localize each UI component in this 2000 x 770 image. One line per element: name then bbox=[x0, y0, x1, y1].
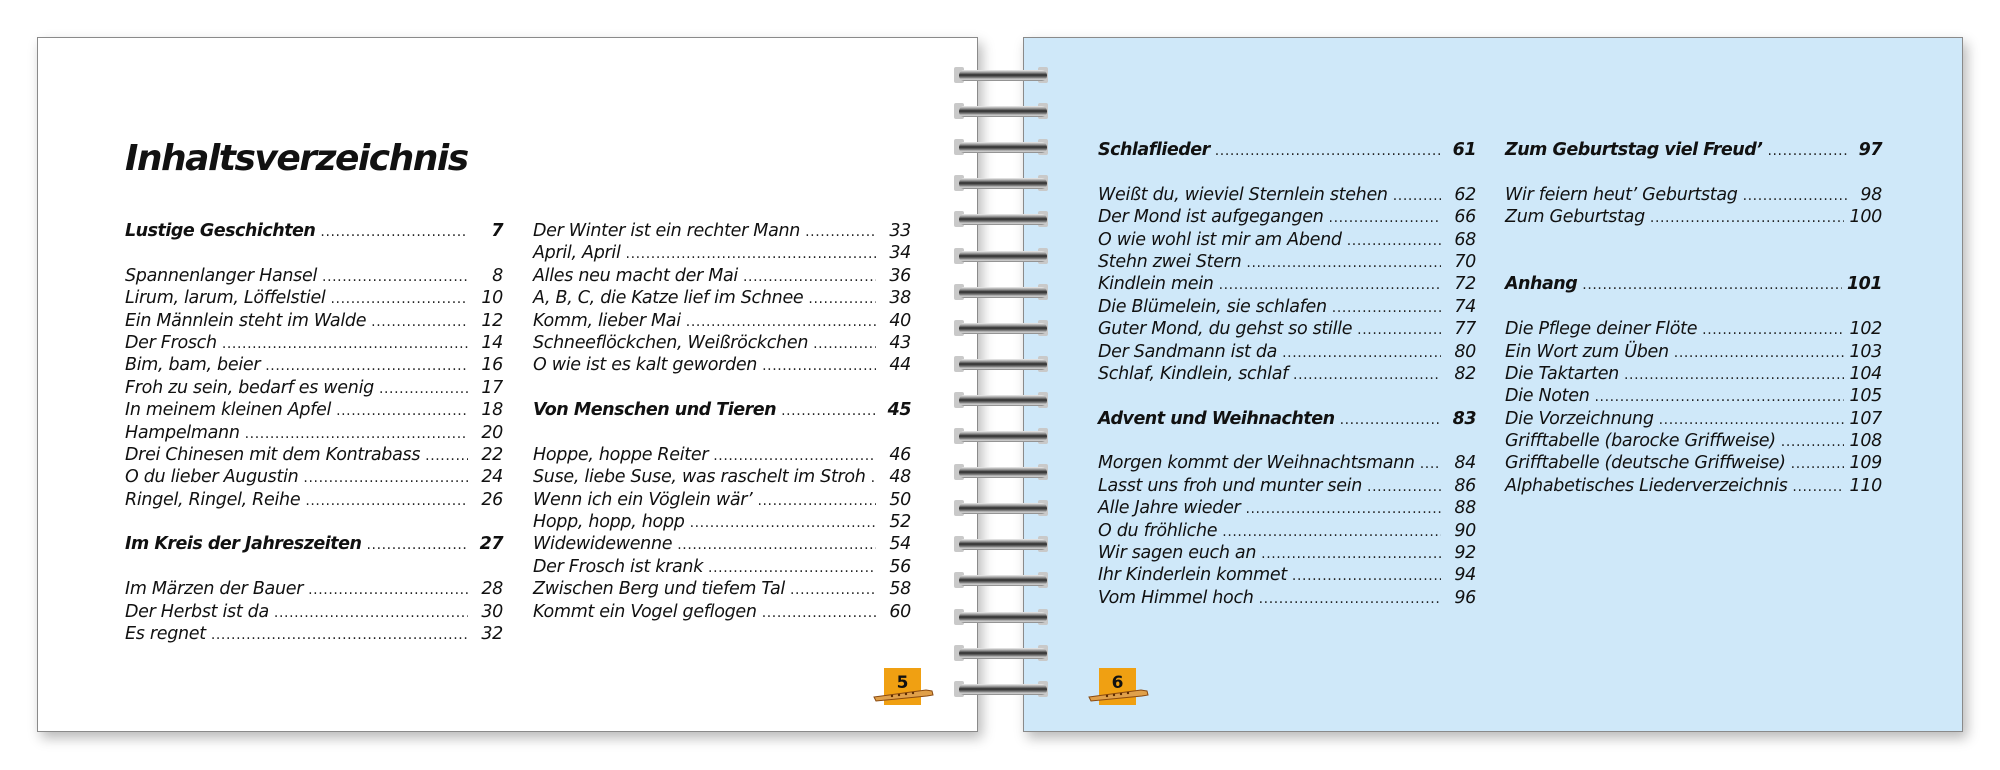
toc-gap bbox=[1505, 252, 1882, 274]
toc-leader-dots bbox=[1245, 501, 1441, 517]
toc-leader-dots bbox=[808, 291, 876, 307]
toc-leader-dots bbox=[762, 358, 876, 374]
toc-entry-page: 70 bbox=[1454, 251, 1476, 272]
toc-entry-page: 77 bbox=[1454, 319, 1476, 340]
toc-entry-page: 45 bbox=[887, 400, 911, 421]
toc-entry[interactable] bbox=[1098, 498, 1476, 520]
toc-entry[interactable] bbox=[1098, 252, 1476, 274]
toc-entry[interactable] bbox=[533, 266, 911, 288]
toc-entry-title: O wie wohl ist mir am Abend bbox=[1098, 229, 1342, 250]
toc-entry[interactable] bbox=[1098, 521, 1476, 543]
toc-entry[interactable] bbox=[125, 467, 503, 489]
spiral-coil bbox=[954, 500, 1054, 518]
spiral-coil bbox=[954, 681, 1054, 699]
toc-entry-page: 56 bbox=[889, 556, 911, 577]
toc-leader-dots bbox=[331, 291, 469, 307]
toc-entry[interactable] bbox=[1505, 364, 1882, 386]
toc-entry-page: 83 bbox=[1452, 408, 1476, 429]
toc-entry-title: Kommt ein Vogel geflogen bbox=[533, 601, 757, 622]
toc-entry-title: A, B, C, die Katze lief im Schnee bbox=[533, 288, 804, 309]
toc-entry-page: 16 bbox=[481, 355, 503, 376]
toc-entry-page: 50 bbox=[889, 489, 911, 510]
toc-entry[interactable] bbox=[533, 512, 911, 534]
toc-entry[interactable] bbox=[533, 602, 911, 624]
toc-entry-title: O wie ist es kalt geworden bbox=[533, 355, 758, 376]
toc-entry-title: Die Noten bbox=[1505, 386, 1590, 407]
toc-leader-dots bbox=[1293, 367, 1441, 383]
toc-entry-page: 58 bbox=[889, 579, 911, 600]
toc-entry-page: 105 bbox=[1849, 386, 1882, 407]
toc-entry[interactable] bbox=[125, 423, 503, 445]
toc-leader-dots bbox=[1781, 434, 1845, 450]
toc-entry[interactable] bbox=[533, 311, 911, 333]
toc-entry-page: 94 bbox=[1454, 565, 1476, 586]
toc-entry-page: 109 bbox=[1849, 453, 1882, 474]
toc-leader-dots bbox=[1261, 546, 1441, 562]
toc-entry[interactable] bbox=[1505, 319, 1882, 341]
toc-entry-title: Wir sagen euch an bbox=[1098, 543, 1257, 564]
toc-leader-dots bbox=[1215, 143, 1441, 159]
toc-entry-page: 104 bbox=[1849, 363, 1882, 384]
spiral-coil bbox=[954, 356, 1054, 374]
toc-leader-dots bbox=[1347, 233, 1441, 249]
toc-section-heading[interactable] bbox=[533, 400, 911, 422]
toc-entry-title: Komm, lieber Mai bbox=[533, 310, 681, 331]
toc-entry-page: 30 bbox=[481, 601, 503, 622]
toc-leader-dots bbox=[1222, 524, 1441, 540]
toc-entry-page: 97 bbox=[1858, 140, 1882, 160]
toc-entry-page: 62 bbox=[1454, 184, 1476, 205]
toc-entry-title: Der Frosch bbox=[125, 332, 217, 353]
toc-leader-dots bbox=[1329, 210, 1441, 226]
spiral-binding bbox=[954, 67, 1054, 707]
toc-column-right-1 bbox=[1098, 140, 1476, 610]
toc-entry-page: 24 bbox=[481, 467, 503, 488]
toc-entry-title: Alphabetisches Liederverzeichnis bbox=[1505, 475, 1788, 496]
toc-entry-page: 36 bbox=[889, 265, 911, 286]
toc-leader-dots bbox=[265, 358, 468, 374]
toc-entry[interactable] bbox=[533, 557, 911, 579]
toc-leader-dots bbox=[713, 448, 876, 464]
toc-entry-title: Ringel, Ringel, Reihe bbox=[125, 489, 301, 510]
toc-entry-page: 68 bbox=[1454, 229, 1476, 250]
toc-entry-title: Wenn ich ein Vöglein wär’ bbox=[533, 489, 753, 510]
toc-entry-title: In meinem kleinen Apfel bbox=[125, 400, 332, 421]
toc-leader-dots bbox=[871, 470, 876, 486]
toc-leader-dots bbox=[336, 403, 468, 419]
toc-leader-dots bbox=[211, 627, 468, 643]
toc-entry-title: Der Frosch ist krank bbox=[533, 556, 704, 577]
toc-entry-page: 48 bbox=[889, 467, 911, 488]
toc-gap bbox=[1505, 230, 1882, 252]
toc-entry-page: 7 bbox=[491, 221, 503, 241]
toc-entry[interactable] bbox=[125, 624, 503, 646]
toc-entry-page: 38 bbox=[889, 288, 911, 309]
toc-entry[interactable] bbox=[1505, 431, 1882, 453]
toc-gap bbox=[533, 378, 911, 400]
toc-section-heading[interactable] bbox=[125, 534, 503, 556]
spiral-coil bbox=[954, 175, 1054, 193]
toc-entry[interactable] bbox=[125, 400, 503, 422]
toc-entry-page: 8 bbox=[492, 265, 503, 286]
spiral-coil bbox=[954, 609, 1054, 627]
page-number: 5 bbox=[896, 673, 909, 693]
toc-entry[interactable] bbox=[125, 445, 503, 467]
toc-entry-title: Zwischen Berg und tiefem Tal bbox=[533, 579, 785, 600]
toc-entry-page: 84 bbox=[1454, 453, 1476, 474]
toc-leader-dots bbox=[1624, 367, 1845, 383]
spiral-coil bbox=[954, 139, 1054, 157]
toc-entry[interactable] bbox=[125, 288, 503, 310]
toc-leader-dots bbox=[1767, 143, 1847, 159]
toc-entry-page: 33 bbox=[889, 221, 911, 241]
toc-entry-page: 14 bbox=[481, 332, 503, 353]
toc-entry-page: 92 bbox=[1454, 543, 1476, 564]
spiral-coil bbox=[954, 284, 1054, 302]
toc-entry-title: Weißt du, wieviel Sternlein stehen bbox=[1098, 184, 1388, 205]
toc-entry-title: Der Winter ist ein rechter Mann bbox=[533, 221, 801, 241]
toc-entry[interactable] bbox=[533, 333, 911, 355]
toc-section-heading[interactable] bbox=[1098, 409, 1476, 431]
toc-entry[interactable] bbox=[125, 579, 503, 601]
toc-entry-title: Schlaf, Kindlein, schlaf bbox=[1098, 363, 1289, 384]
toc-leader-dots bbox=[677, 537, 876, 553]
spiral-coil bbox=[954, 320, 1054, 338]
toc-entry-title: Suse, liebe Suse, was raschelt im Stroh bbox=[533, 467, 866, 488]
toc-column-left-1 bbox=[125, 221, 503, 646]
toc-entry-page: 90 bbox=[1454, 520, 1476, 541]
toc-entry-page: 44 bbox=[889, 355, 911, 376]
toc-entry-title: Lasst uns froh und munter sein bbox=[1098, 475, 1363, 496]
toc-entry-page: 20 bbox=[481, 422, 503, 443]
toc-entry[interactable] bbox=[1505, 409, 1882, 431]
toc-entry-title: Schlaflieder bbox=[1098, 140, 1210, 160]
toc-leader-dots bbox=[245, 426, 468, 442]
toc-entry-title: Anhang bbox=[1505, 274, 1578, 295]
spiral-coil bbox=[954, 392, 1054, 410]
toc-gap bbox=[125, 243, 503, 265]
toc-entry-title: Hoppe, hoppe Reiter bbox=[533, 444, 709, 465]
toc-gap bbox=[1505, 297, 1882, 319]
toc-entry-title: Ein Wort zum Üben bbox=[1505, 341, 1669, 362]
toc-leader-dots bbox=[1420, 456, 1441, 472]
toc-entry-title: Im Kreis der Jahreszeiten bbox=[125, 534, 362, 555]
toc-leader-dots bbox=[790, 582, 876, 598]
toc-entry-page: 80 bbox=[1454, 341, 1476, 362]
toc-gap bbox=[1098, 162, 1476, 184]
toc-leader-dots bbox=[1594, 389, 1844, 405]
toc-leader-dots bbox=[690, 515, 876, 531]
toc-entry-title: O du fröhliche bbox=[1098, 520, 1218, 541]
toc-entry-title: April, April bbox=[533, 243, 621, 264]
toc-entry-title: Von Menschen und Tieren bbox=[533, 400, 777, 421]
toc-entry-page: 52 bbox=[889, 512, 911, 533]
spiral-coil bbox=[954, 103, 1054, 121]
toc-leader-dots bbox=[366, 537, 468, 553]
toc-entry[interactable] bbox=[1098, 476, 1476, 498]
toc-leader-dots bbox=[1259, 591, 1441, 607]
toc-leader-dots bbox=[1659, 412, 1845, 428]
toc-entry-page: 98 bbox=[1860, 184, 1882, 205]
toc-entry-page: 46 bbox=[889, 444, 911, 465]
toc-entry[interactable] bbox=[125, 490, 503, 512]
spiral-coil bbox=[954, 536, 1054, 554]
toc-entry-title: Hopp, hopp, hopp bbox=[533, 512, 685, 533]
toc-entry[interactable] bbox=[1098, 364, 1476, 386]
toc-entry[interactable] bbox=[1505, 185, 1882, 207]
toc-entry[interactable] bbox=[125, 266, 503, 288]
toc-leader-dots bbox=[757, 493, 876, 509]
toc-entry-title: Ein Männlein steht im Walde bbox=[125, 310, 367, 331]
toc-entry[interactable] bbox=[1098, 297, 1476, 319]
toc-entry-title: Froh zu sein, bedarf es wenig bbox=[125, 377, 374, 398]
toc-entry-page: 27 bbox=[479, 534, 503, 555]
spiral-coil bbox=[954, 67, 1054, 85]
spiral-coil bbox=[954, 572, 1054, 590]
toc-leader-dots bbox=[322, 269, 468, 285]
toc-entry-title: Alles neu macht der Mai bbox=[533, 265, 738, 286]
toc-entry[interactable] bbox=[1098, 274, 1476, 296]
toc-entry-page: 72 bbox=[1454, 274, 1476, 295]
toc-entry-title: Hampelmann bbox=[125, 422, 240, 443]
toc-section-heading[interactable] bbox=[1505, 140, 1882, 162]
page-title: Inhaltsverzeichnis bbox=[125, 138, 468, 179]
toc-leader-dots bbox=[425, 448, 468, 464]
toc-leader-dots bbox=[1219, 277, 1441, 293]
toc-entry-title: Die Pflege deiner Flöte bbox=[1505, 319, 1698, 340]
toc-section-heading[interactable] bbox=[1505, 274, 1882, 296]
toc-entry-title: Die Blümelein, sie schlafen bbox=[1098, 296, 1327, 317]
toc-entry-title: Drei Chinesen mit dem Kontrabass bbox=[125, 444, 421, 465]
page-number: 6 bbox=[1111, 673, 1124, 693]
toc-leader-dots bbox=[1582, 277, 1842, 293]
toc-entry-title: Lirum, larum, Löffelstiel bbox=[125, 288, 326, 309]
toc-entry[interactable] bbox=[533, 355, 911, 377]
toc-entry-title: Die Taktarten bbox=[1505, 363, 1619, 384]
toc-entry-title: Zum Geburtstag viel Freud’ bbox=[1505, 140, 1763, 160]
toc-entry[interactable] bbox=[1505, 386, 1882, 408]
toc-entry[interactable] bbox=[125, 602, 503, 624]
toc-entry-title: Kindlein mein bbox=[1098, 274, 1214, 295]
toc-entry-title: Stehn zwei Stern bbox=[1098, 251, 1242, 272]
toc-entry[interactable] bbox=[1505, 342, 1882, 364]
toc-entry-title: Alle Jahre wieder bbox=[1098, 498, 1241, 519]
toc-leader-dots bbox=[1702, 322, 1844, 338]
toc-leader-dots bbox=[1792, 479, 1844, 495]
toc-gap bbox=[533, 423, 911, 445]
toc-entry[interactable] bbox=[1098, 185, 1476, 207]
toc-section-heading[interactable] bbox=[125, 221, 503, 243]
toc-entry-title: Grifftabelle (deutsche Griffweise) bbox=[1505, 453, 1786, 474]
toc-entry-title: Die Vorzeichnung bbox=[1505, 408, 1654, 429]
toc-entry-page: 32 bbox=[481, 624, 503, 645]
toc-entry-page: 110 bbox=[1849, 475, 1882, 496]
toc-entry-page: 82 bbox=[1454, 363, 1476, 384]
recorder-flute-icon bbox=[872, 687, 936, 703]
spiral-coil bbox=[954, 428, 1054, 446]
toc-entry[interactable] bbox=[1098, 319, 1476, 341]
toc-entry-page: 10 bbox=[481, 288, 503, 309]
toc-entry[interactable] bbox=[533, 490, 911, 512]
toc-entry-page: 22 bbox=[481, 444, 503, 465]
toc-entry-title: Im Märzen der Bauer bbox=[125, 579, 304, 600]
toc-entry-page: 101 bbox=[1846, 274, 1882, 295]
toc-entry-page: 102 bbox=[1849, 319, 1882, 340]
toc-entry[interactable] bbox=[533, 579, 911, 601]
toc-entry-page: 43 bbox=[889, 332, 911, 353]
toc-entry-page: 18 bbox=[481, 400, 503, 421]
toc-entry-title: Widewidewenne bbox=[533, 534, 673, 555]
toc-entry-title: Der Sandmann ist da bbox=[1098, 341, 1278, 362]
toc-leader-dots bbox=[813, 336, 876, 352]
toc-leader-dots bbox=[379, 381, 468, 397]
toc-entry-title: Es regnet bbox=[125, 624, 206, 645]
toc-entry-page: 108 bbox=[1849, 431, 1882, 452]
toc-entry[interactable] bbox=[533, 445, 911, 467]
toc-entry[interactable] bbox=[1505, 207, 1882, 229]
toc-entry[interactable] bbox=[125, 311, 503, 333]
toc-entry-title: Zum Geburtstag bbox=[1505, 207, 1645, 228]
toc-leader-dots bbox=[303, 470, 468, 486]
toc-leader-dots bbox=[1367, 479, 1441, 495]
toc-entry[interactable] bbox=[1098, 207, 1476, 229]
toc-leader-dots bbox=[1791, 456, 1845, 472]
toc-entry[interactable] bbox=[1098, 565, 1476, 587]
toc-entry-title: Wir feiern heut’ Geburtstag bbox=[1505, 184, 1738, 205]
toc-entry-page: 74 bbox=[1454, 296, 1476, 317]
toc-entry[interactable] bbox=[1098, 453, 1476, 475]
toc-gap bbox=[1098, 431, 1476, 453]
toc-entry-page: 66 bbox=[1454, 207, 1476, 228]
toc-entry[interactable] bbox=[1505, 476, 1882, 498]
toc-entry[interactable] bbox=[1098, 543, 1476, 565]
toc-entry-page: 103 bbox=[1849, 341, 1882, 362]
toc-leader-dots bbox=[1292, 568, 1441, 584]
toc-entry-page: 88 bbox=[1454, 498, 1476, 519]
toc-gap bbox=[125, 512, 503, 534]
toc-entry-title: Vom Himmel hoch bbox=[1098, 587, 1254, 608]
toc-entry-title: Morgen kommt der Weihnachtsmann bbox=[1098, 453, 1415, 474]
spiral-coil bbox=[954, 248, 1054, 266]
toc-leader-dots bbox=[1743, 188, 1847, 204]
toc-entry-title: Schneeflöckchen, Weißröckchen bbox=[533, 332, 809, 353]
toc-entry[interactable] bbox=[533, 288, 911, 310]
toc-entry-page: 96 bbox=[1454, 587, 1476, 608]
toc-gap bbox=[125, 557, 503, 579]
toc-entry[interactable] bbox=[533, 534, 911, 556]
toc-entry-title: O du lieber Augustin bbox=[125, 467, 299, 488]
toc-entry-page: 107 bbox=[1849, 408, 1882, 429]
toc-entry-title: Spannenlanger Hansel bbox=[125, 265, 318, 286]
toc-column-right-2 bbox=[1505, 140, 1882, 498]
toc-entry[interactable] bbox=[1505, 453, 1882, 475]
toc-entry-page: 61 bbox=[1452, 140, 1476, 160]
toc-entry-title: Advent und Weihnachten bbox=[1098, 408, 1335, 429]
recorder-flute-icon bbox=[1087, 687, 1151, 703]
toc-entry-title: Der Herbst ist da bbox=[125, 601, 269, 622]
toc-entry-page: 12 bbox=[481, 310, 503, 331]
toc-entry[interactable] bbox=[125, 355, 503, 377]
toc-entry[interactable] bbox=[533, 221, 911, 243]
toc-leader-dots bbox=[1650, 210, 1845, 226]
toc-entry[interactable] bbox=[125, 333, 503, 355]
toc-leader-dots bbox=[708, 560, 876, 576]
toc-entry-page: 54 bbox=[889, 534, 911, 555]
toc-entry-title: Grifftabelle (barocke Griffweise) bbox=[1505, 431, 1776, 452]
toc-entry-page: 17 bbox=[481, 377, 503, 398]
toc-leader-dots bbox=[1340, 412, 1441, 428]
toc-leader-dots bbox=[1674, 345, 1845, 361]
toc-leader-dots bbox=[1393, 188, 1441, 204]
toc-leader-dots bbox=[274, 605, 468, 621]
spiral-coil bbox=[954, 211, 1054, 229]
toc-leader-dots bbox=[1332, 300, 1441, 316]
toc-section-heading[interactable] bbox=[1098, 140, 1476, 162]
toc-entry-page: 34 bbox=[889, 243, 911, 264]
toc-leader-dots bbox=[805, 224, 876, 240]
toc-entry[interactable] bbox=[533, 243, 911, 265]
toc-leader-dots bbox=[308, 582, 468, 598]
toc-entry-page: 60 bbox=[889, 601, 911, 622]
toc-leader-dots bbox=[1282, 345, 1441, 361]
toc-entry-page: 40 bbox=[889, 310, 911, 331]
toc-entry-page: 100 bbox=[1849, 207, 1882, 228]
toc-leader-dots bbox=[626, 246, 876, 262]
toc-entry-title: Bim, bam, beier bbox=[125, 355, 261, 376]
toc-entry[interactable] bbox=[1098, 342, 1476, 364]
toc-leader-dots bbox=[1357, 322, 1441, 338]
toc-leader-dots bbox=[781, 403, 876, 419]
toc-entry[interactable] bbox=[533, 467, 911, 489]
toc-leader-dots bbox=[222, 336, 468, 352]
toc-leader-dots bbox=[686, 314, 876, 330]
spiral-coil bbox=[954, 464, 1054, 482]
toc-entry[interactable] bbox=[125, 378, 503, 400]
toc-entry-page: 86 bbox=[1454, 475, 1476, 496]
toc-entry-page: 26 bbox=[481, 489, 503, 510]
toc-gap bbox=[1098, 386, 1476, 408]
toc-entry-title: Ihr Kinderlein kommet bbox=[1098, 565, 1287, 586]
toc-leader-dots bbox=[371, 314, 468, 330]
toc-entry-title: Guter Mond, du gehst so stille bbox=[1098, 319, 1353, 340]
toc-leader-dots bbox=[762, 605, 876, 621]
spiral-coil bbox=[954, 645, 1054, 663]
toc-leader-dots bbox=[743, 269, 876, 285]
toc-entry-title: Lustige Geschichten bbox=[125, 221, 316, 241]
toc-column-left-2 bbox=[533, 221, 911, 624]
toc-gap bbox=[1505, 162, 1882, 184]
toc-entry[interactable] bbox=[1098, 588, 1476, 610]
toc-entry[interactable] bbox=[1098, 230, 1476, 252]
toc-leader-dots bbox=[320, 224, 468, 240]
toc-entry-title: Der Mond ist aufgegangen bbox=[1098, 207, 1324, 228]
toc-leader-dots bbox=[1246, 255, 1441, 271]
toc-entry-page: 28 bbox=[481, 579, 503, 600]
toc-leader-dots bbox=[305, 493, 468, 509]
